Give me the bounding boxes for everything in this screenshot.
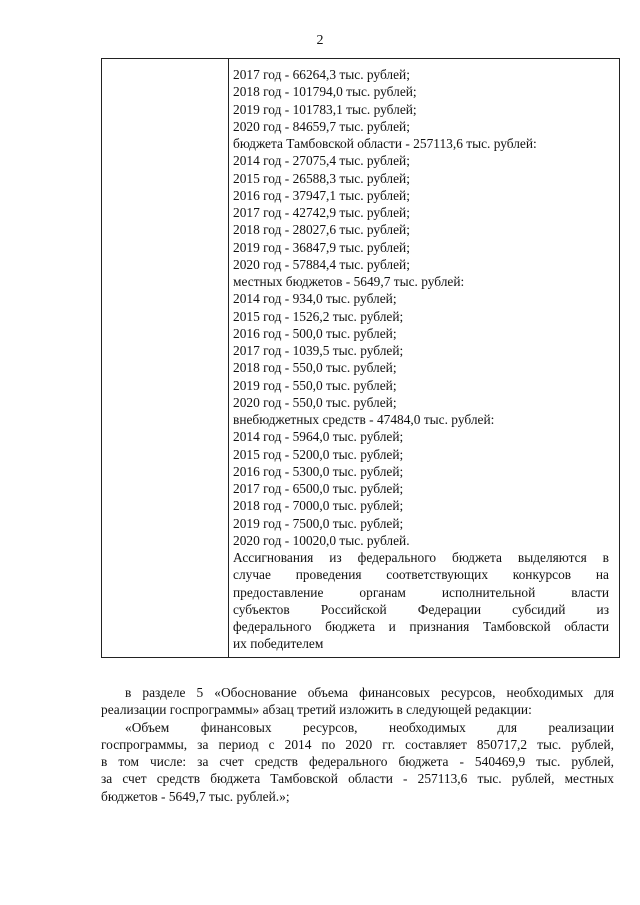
funding-line: бюджета Тамбовской области - 257113,6 тыс. рублей: (233, 136, 537, 151)
funding-line: 2020 год - 10020,0 тыс. рублей. (233, 532, 410, 548)
funding-line: 2015 год - 26588,3 тыс. рублей; (233, 170, 410, 186)
paragraph-line: в том числе: за счет средств федерального бюджета - 540469,9 тыс. рублей, (101, 754, 614, 770)
funding-line: 2014 год - 27075,4 тыс. рублей; (233, 153, 410, 169)
funding-line: 2015 год - 1526,2 тыс. рублей; (233, 308, 404, 324)
funding-line: 2019 год - 7500,0 тыс. рублей; (233, 515, 404, 531)
note-line: случае проведения соответствующих конкурсов на (233, 567, 609, 583)
amendment-text (101, 684, 614, 805)
funding-line: 2017 год - 42742,9 тыс. рублей; (233, 205, 410, 220)
funding-lines (233, 66, 612, 549)
note-line: федерального бюджета и признания Тамбовской области (233, 619, 609, 634)
funding-line: 2019 год - 550,0 тыс. рублей; (233, 377, 397, 393)
funding-line: 2016 год - 500,0 тыс. рублей; (233, 325, 397, 341)
funding-table (101, 58, 620, 658)
table-left-cell (102, 59, 229, 657)
funding-line: 2018 год - 28027,6 тыс. рублей; (233, 222, 410, 238)
funding-line: 2018 год - 101794,0 тыс. рублей; (233, 84, 417, 100)
funding-line: 2016 год - 37947,1 тыс. рублей; (233, 187, 410, 203)
paragraph-line: бюджетов - 5649,7 тыс. рублей.»; (101, 788, 290, 804)
funding-line: 2018 год - 550,0 тыс. рублей; (233, 360, 397, 376)
note-line: Ассигнования из федерального бюджета выделяются в (233, 550, 609, 565)
funding-line: 2019 год - 101783,1 тыс. рублей; (233, 101, 417, 117)
note-line: предоставление органам исполнительной власти (233, 584, 609, 600)
paragraph-line: «Объем финансовых ресурсов, необходимых для реализации (125, 719, 614, 735)
paragraph-line: за счет средств бюджета Тамбовской области - 257113,6 тыс. рублей, местных (101, 771, 614, 787)
funding-line: 2014 год - 5964,0 тыс. рублей; (233, 429, 404, 445)
funding-line: внебюджетных средств - 47484,0 тыс. рублей: (233, 412, 495, 427)
note-line: их победителем (233, 636, 324, 652)
table-right-cell (229, 59, 619, 657)
funding-line: 2015 год - 5200,0 тыс. рублей; (233, 446, 404, 462)
page-number: 2 (316, 33, 324, 48)
funding-line: 2019 год - 36847,9 тыс. рублей; (233, 239, 410, 255)
funding-line: 2017 год - 66264,3 тыс. рублей; (233, 67, 410, 82)
allocation-note (233, 549, 612, 653)
funding-line: местных бюджетов - 5649,7 тыс. рублей: (233, 274, 465, 289)
funding-line: 2017 год - 6500,0 тыс. рублей; (233, 481, 404, 496)
paragraph-line: реализации госпрограммы» абзац третий изложить в следующей редакции: (101, 702, 532, 718)
funding-line: 2020 год - 57884,4 тыс. рублей; (233, 256, 410, 272)
paragraph-line: госпрограммы, за период с 2014 по 2020 гг. составляет 850717,2 тыс. рублей, (101, 736, 614, 752)
funding-line: 2016 год - 5300,0 тыс. рублей; (233, 463, 404, 479)
funding-line: 2020 год - 84659,7 тыс. рублей; (233, 118, 410, 134)
funding-line: 2018 год - 7000,0 тыс. рублей; (233, 498, 404, 514)
paragraph-line: в разделе 5 «Обоснование объема финансовых ресурсов, необходимых для (125, 685, 614, 700)
note-line: субъектов Российской Федерации субсидий из (233, 601, 609, 617)
funding-line: 2020 год - 550,0 тыс. рублей; (233, 394, 397, 410)
funding-line: 2017 год - 1039,5 тыс. рублей; (233, 343, 404, 358)
funding-line: 2014 год - 934,0 тыс. рублей; (233, 291, 397, 307)
